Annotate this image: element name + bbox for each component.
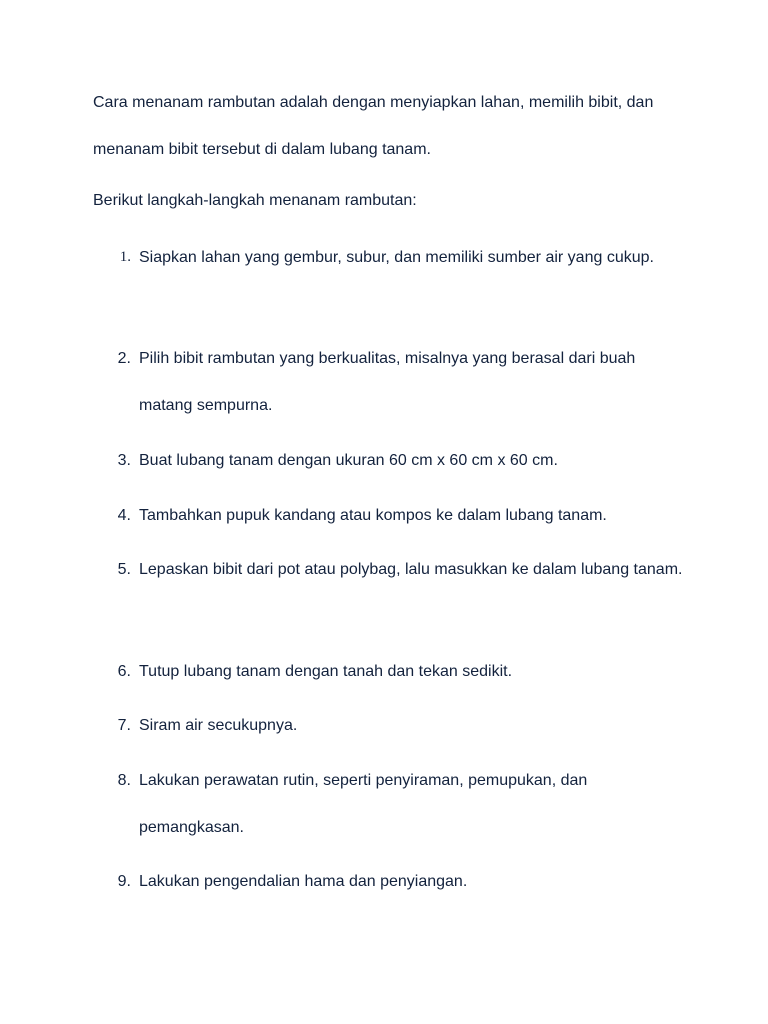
step-number: 9. bbox=[117, 873, 131, 890]
step-text: Siapkan lahan yang gembur, subur, dan memiliki sumber air yang cukup. bbox=[139, 249, 654, 266]
lead-paragraph: Berikut langkah-langkah menanam rambutan: bbox=[93, 192, 417, 209]
intro-paragraph: Cara menanam rambutan adalah dengan menyiapkan lahan, memilih bibit, dan menanam bibit tersebut di dalam lubang tanam. bbox=[93, 94, 654, 158]
step-number: 1. bbox=[119, 249, 131, 265]
step-number: 6. bbox=[117, 663, 131, 680]
step-text: Siram air secukupnya. bbox=[139, 717, 298, 734]
step-number: 5. bbox=[117, 561, 131, 578]
step-number: 7. bbox=[117, 717, 131, 734]
step-text: Lepaskan bibit dari pot atau polybag, lalu masukkan ke dalam lubang tanam. bbox=[139, 561, 683, 578]
step-number: 8. bbox=[117, 772, 131, 789]
step-text: Tutup lubang tanam dengan tanah dan tekan sedikit. bbox=[139, 663, 513, 680]
step-number: 4. bbox=[117, 507, 131, 524]
step-text: Tambahkan pupuk kandang atau kompos ke dalam lubang tanam. bbox=[139, 507, 607, 524]
step-text: Lakukan pengendalian hama dan penyiangan. bbox=[139, 873, 468, 890]
step-number: 2. bbox=[117, 350, 131, 367]
step-text: Pilih bibit rambutan yang berkualitas, misalnya yang berasal dari buah matang sempurna. bbox=[139, 350, 636, 414]
step-text: Buat lubang tanam dengan ukuran 60 cm x 60 cm x 60 cm. bbox=[139, 452, 558, 469]
step-text: Lakukan perawatan rutin, seperti penyiraman, pemupukan, dan pemangkasan. bbox=[139, 772, 588, 836]
step-number: 3. bbox=[117, 452, 131, 469]
